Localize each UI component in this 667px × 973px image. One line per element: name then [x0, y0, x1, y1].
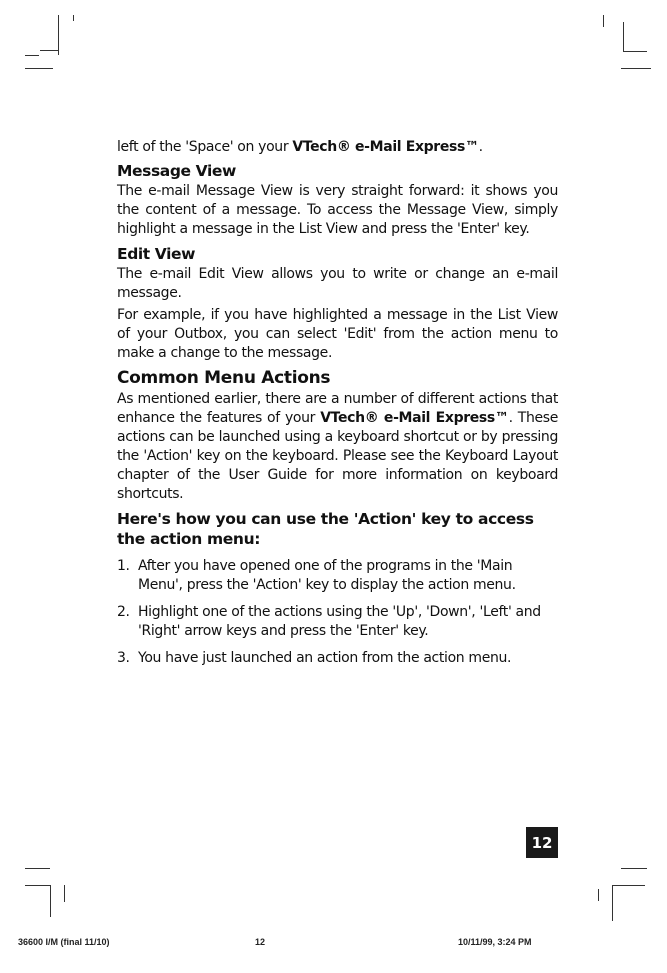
footer-right: 10/11/99, 3:24 PM: [458, 937, 532, 947]
crop-mark: [25, 868, 50, 869]
common-actions-text: As mentioned earlier, there are a number of different actions that enhance the features of your: [117, 391, 558, 426]
crop-mark: [50, 885, 51, 917]
step-number: 1.: [117, 558, 130, 574]
list-item: [117, 649, 558, 668]
steps-list: [117, 557, 558, 668]
crop-mark: [612, 885, 645, 886]
crop-mark: [623, 22, 624, 52]
crop-mark: [621, 68, 651, 69]
product-name: VTech® e-Mail Express™: [292, 139, 479, 155]
howto-heading: Here's how you can use the 'Action' key to access the action menu:: [117, 510, 534, 548]
step-number: 2.: [117, 604, 130, 620]
common-actions-paragraph: [117, 390, 558, 504]
step-text: You have just launched an action from the action menu.: [138, 650, 512, 666]
crop-mark: [603, 15, 604, 27]
crop-mark: [40, 50, 58, 51]
step-text: Highlight one of the actions using the 'Up', 'Down', 'Left' and 'Right' arrow keys and press the 'Enter' key.: [138, 604, 541, 639]
common-menu-actions-heading: Common Menu Actions: [117, 368, 331, 388]
crop-mark: [598, 889, 599, 901]
edit-view-paragraph-1: The e-mail Edit View allows you to write or change an e-mail message.: [117, 266, 558, 301]
list-item: [117, 603, 558, 641]
crop-mark: [58, 15, 59, 55]
crop-mark: [621, 868, 647, 869]
step-number: 3.: [117, 650, 130, 666]
intro-paragraph: [117, 138, 558, 157]
product-name: VTech® e-Mail Express™: [320, 410, 509, 426]
intro-end: .: [478, 139, 483, 155]
crop-mark: [64, 885, 65, 902]
crop-mark: [25, 55, 39, 56]
step-text: After you have opened one of the programs in the 'Main Menu', press the 'Action' key to display the action menu.: [138, 558, 516, 593]
edit-view-paragraph-2: For example, if you have highlighted a message in the List View of your Outbox, you can select 'Edit' from the action menu to make a change to the message.: [117, 307, 558, 361]
crop-mark: [73, 15, 74, 21]
footer-center: 12: [255, 937, 266, 947]
crop-mark: [623, 51, 647, 52]
edit-view-heading: Edit View: [117, 245, 196, 263]
page-content: [117, 138, 558, 668]
message-view-paragraph: The e-mail Message View is very straight forward: it shows you the content of a message. To access the Message View, simply highlight a message in the List View and press the 'Enter' key.: [117, 183, 558, 237]
footer-left: 36600 I/M (final 11/10): [18, 937, 110, 947]
crop-mark: [25, 885, 50, 886]
page-number-badge: 12: [526, 827, 558, 858]
crop-mark: [612, 885, 613, 921]
intro-text: left of the 'Space' on your: [117, 139, 293, 155]
common-actions-text-cont: . These actions can be launched using a keyboard shortcut or by pressing the 'Action' key on the keyboard. Please see the Keyboard Layout chapter of the User Guide for more information on keyboard shortcuts.: [117, 410, 558, 502]
message-view-heading: Message View: [117, 162, 236, 180]
list-item: [117, 557, 558, 595]
crop-mark: [25, 68, 53, 69]
